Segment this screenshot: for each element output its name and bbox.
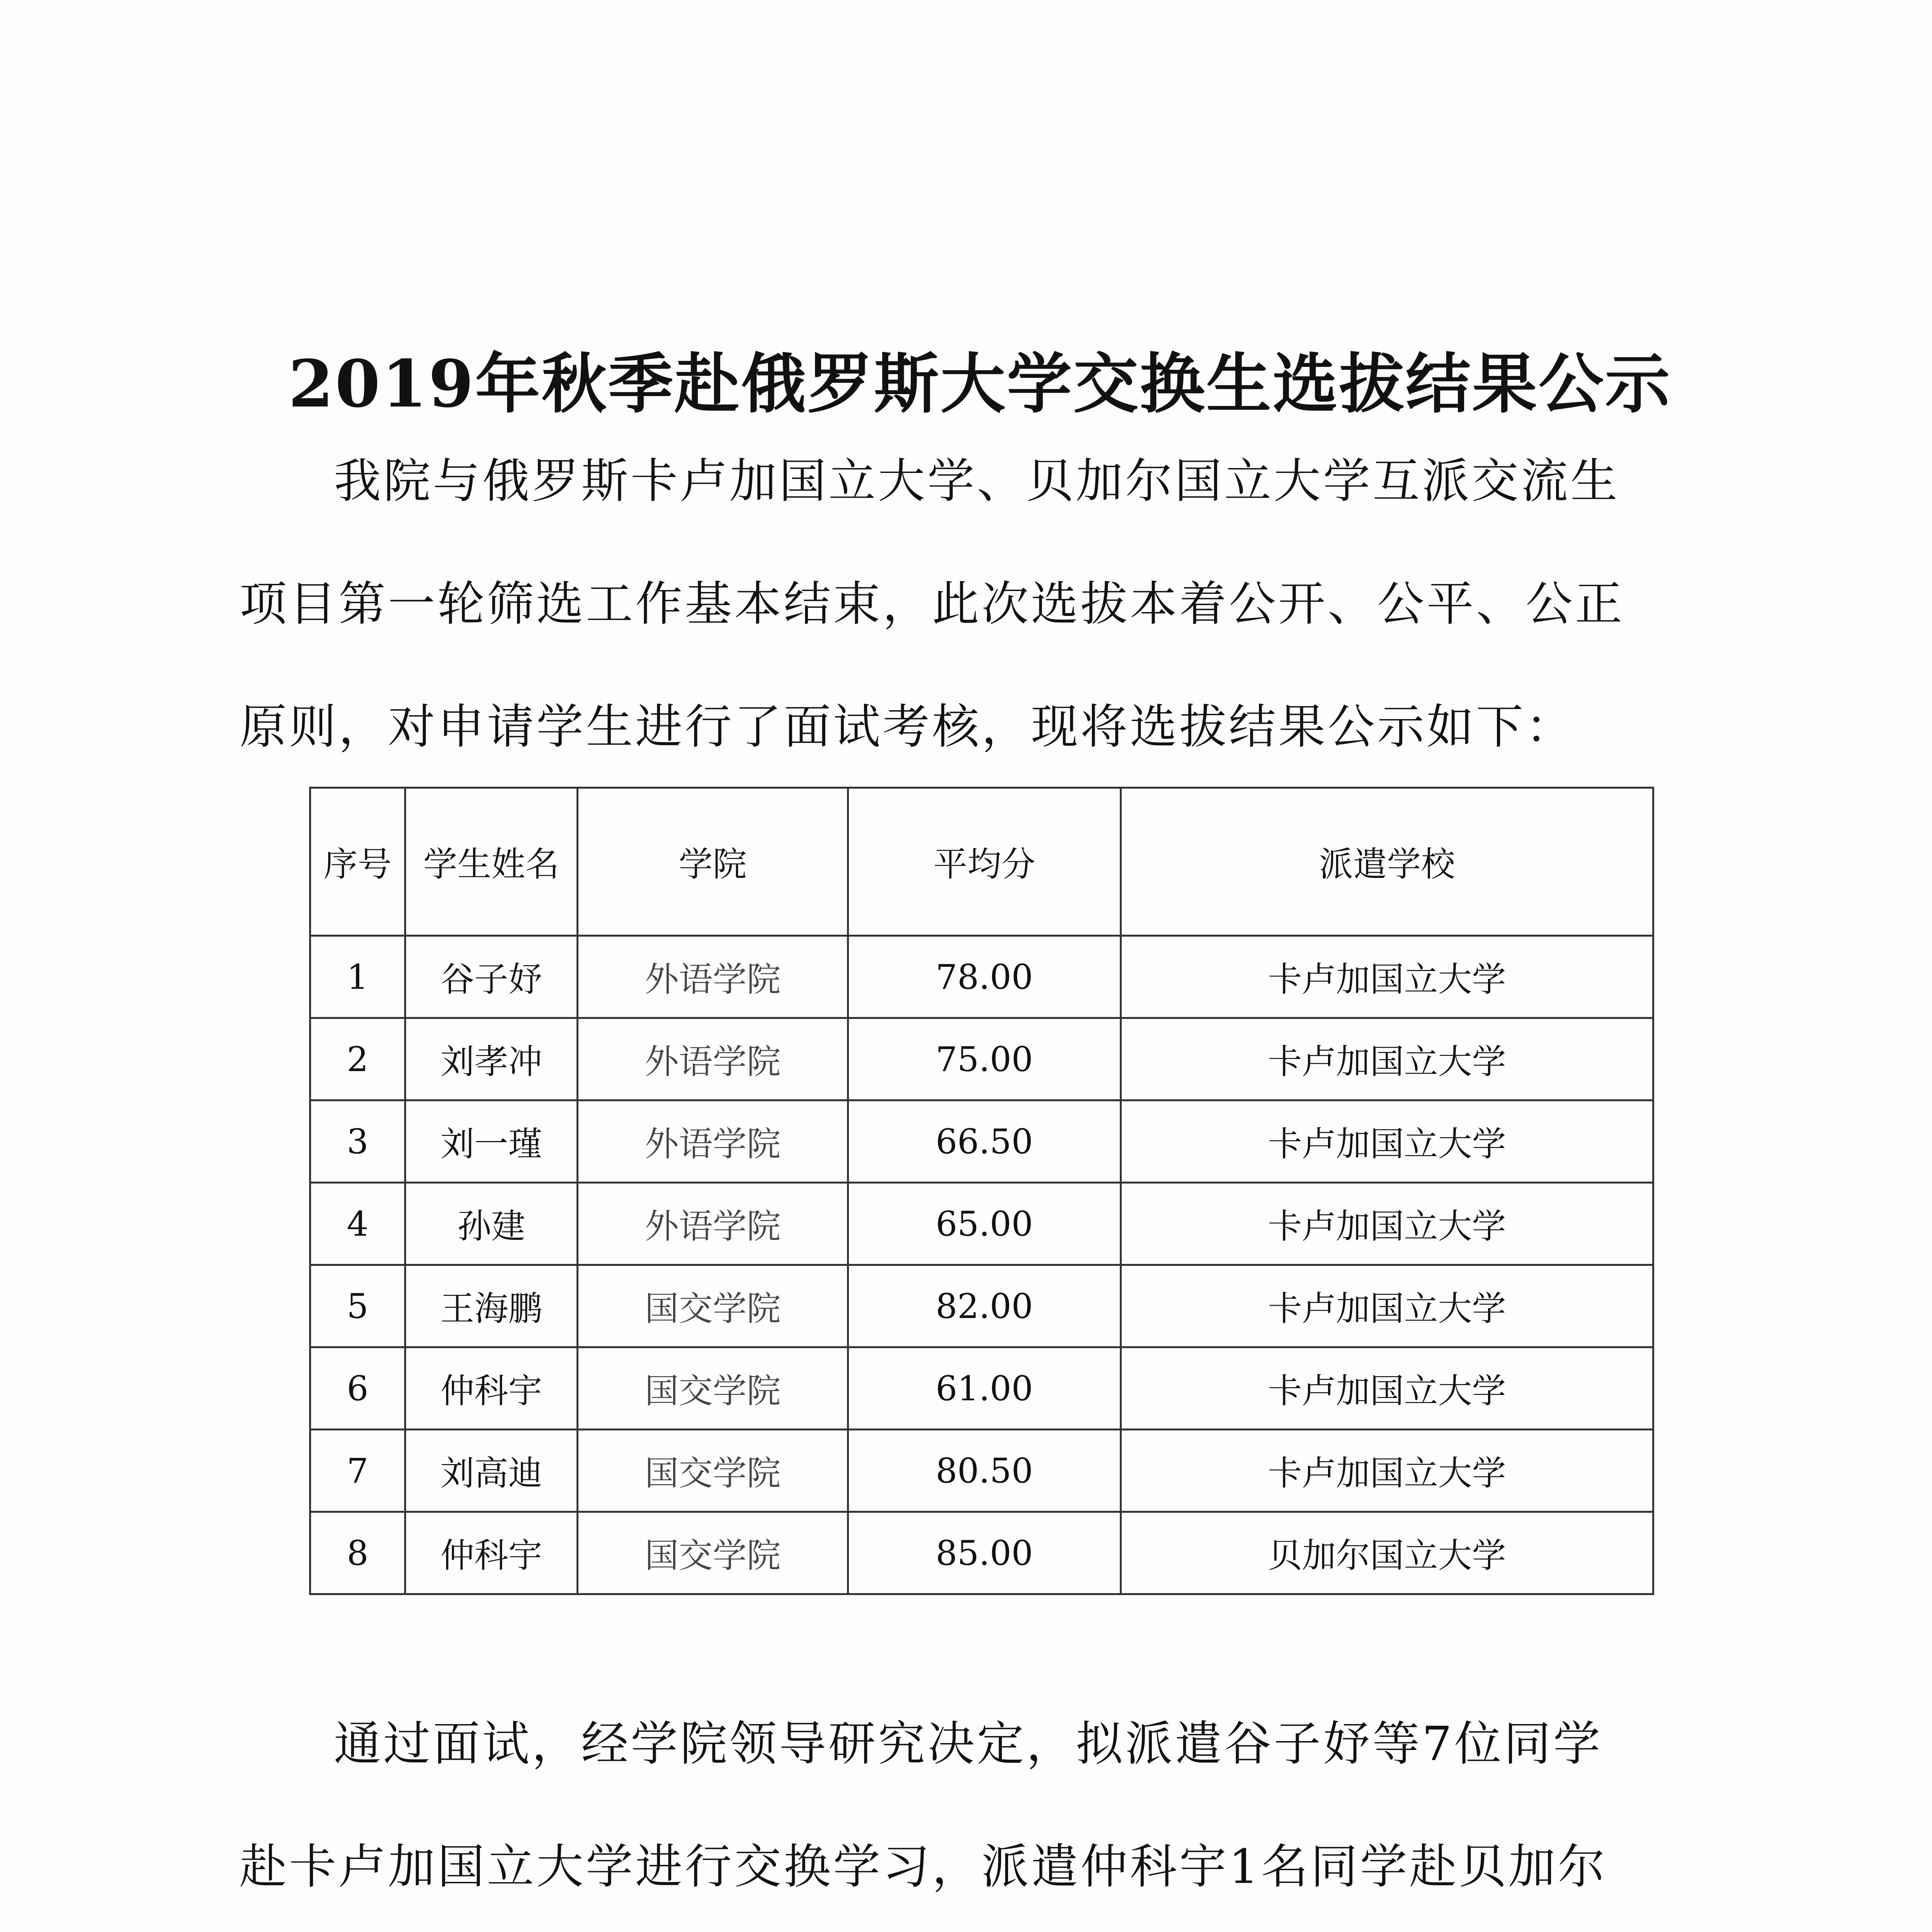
cell-destination-school: 卡卢加国立大学 <box>1121 1430 1653 1512</box>
decision-paragraph <box>240 1682 1708 1932</box>
cell-index: 8 <box>310 1512 405 1594</box>
cell-college: 外语学院 <box>578 936 848 1018</box>
table-row <box>310 1018 1653 1100</box>
cell-index: 6 <box>310 1347 405 1430</box>
decision-line <box>240 1928 1708 1932</box>
cell-average-score: 66.50 <box>848 1100 1121 1183</box>
cell-college: 国交学院 <box>578 1430 848 1512</box>
cell-student-name: 仲科宇 <box>405 1347 578 1430</box>
cell-college: 外语学院 <box>578 1018 848 1100</box>
table-header-row <box>310 788 1653 936</box>
cell-college: 外语学院 <box>578 1183 848 1265</box>
table-row <box>310 1100 1653 1183</box>
cell-destination-school: 卡卢加国立大学 <box>1121 936 1653 1018</box>
cell-destination-school: 卡卢加国立大学 <box>1121 1100 1653 1183</box>
decision-line: 赴卡卢加国立大学进行交换学习，派遣仲科宇1名同学赴贝加尔 <box>240 1839 1607 1894</box>
cell-destination-school: 卡卢加国立大学 <box>1121 1018 1653 1100</box>
intro-paragraph <box>240 420 1708 788</box>
cell-average-score: 65.00 <box>848 1183 1121 1265</box>
cell-average-score: 85.00 <box>848 1512 1121 1594</box>
cell-average-score: 80.50 <box>848 1430 1121 1512</box>
header-college: 学院 <box>578 788 848 936</box>
cell-index: 3 <box>310 1100 405 1183</box>
cell-destination-school: 卡卢加国立大学 <box>1121 1347 1653 1430</box>
table-row <box>310 1347 1653 1430</box>
table-row <box>310 1430 1653 1512</box>
table-row <box>310 1512 1653 1594</box>
cell-student-name: 仲科宇 <box>405 1512 578 1594</box>
cell-destination-school: 卡卢加国立大学 <box>1121 1183 1653 1265</box>
cell-student-name: 谷子妤 <box>405 936 578 1018</box>
cell-index: 1 <box>310 936 405 1018</box>
cell-destination-school: 卡卢加国立大学 <box>1121 1265 1653 1347</box>
cell-average-score: 78.00 <box>848 936 1121 1018</box>
cell-college: 国交学院 <box>578 1265 848 1347</box>
intro-line: 我院与俄罗斯卡卢加国立大学、贝加尔国立大学互派交流生 <box>334 454 1620 509</box>
cell-college: 国交学院 <box>578 1512 848 1594</box>
cell-college: 国交学院 <box>578 1347 848 1430</box>
cell-average-score: 82.00 <box>848 1265 1121 1347</box>
cell-index: 2 <box>310 1018 405 1100</box>
intro-line: 原则，对申请学生进行了面试考核，现将选拔结果公示如下： <box>240 699 1575 754</box>
decision-line: 通过面试，经学院领导研究决定，拟派遣谷子妤等7位同学 <box>334 1716 1603 1771</box>
page-title: 2019年秋季赴俄罗斯大学交换生选拔结果公示 <box>288 345 1672 422</box>
header-average-score: 平均分 <box>848 788 1121 936</box>
intro-line: 项目第一轮筛选工作基本结束，此次选拔本着公开、公平、公正 <box>240 577 1624 631</box>
cell-student-name: 刘一瑾 <box>405 1100 578 1183</box>
cell-college: 外语学院 <box>578 1100 848 1183</box>
table-row <box>310 1265 1653 1347</box>
cell-index: 4 <box>310 1183 405 1265</box>
cell-index: 5 <box>310 1265 405 1347</box>
cell-student-name: 王海鹏 <box>405 1265 578 1347</box>
header-index: 序号 <box>310 788 405 936</box>
cell-destination-school: 贝加尔国立大学 <box>1121 1512 1653 1594</box>
table-row <box>310 936 1653 1018</box>
header-destination-school: 派遣学校 <box>1121 788 1653 936</box>
header-student-name: 学生姓名 <box>405 788 578 936</box>
cell-student-name: 孙建 <box>405 1183 578 1265</box>
table-row <box>310 1183 1653 1265</box>
cell-average-score: 75.00 <box>848 1018 1121 1100</box>
cell-average-score: 61.00 <box>848 1347 1121 1430</box>
cell-index: 7 <box>310 1430 405 1512</box>
cell-student-name: 刘孝冲 <box>405 1018 578 1100</box>
cell-student-name: 刘高迪 <box>405 1430 578 1512</box>
results-table <box>309 787 1654 1595</box>
